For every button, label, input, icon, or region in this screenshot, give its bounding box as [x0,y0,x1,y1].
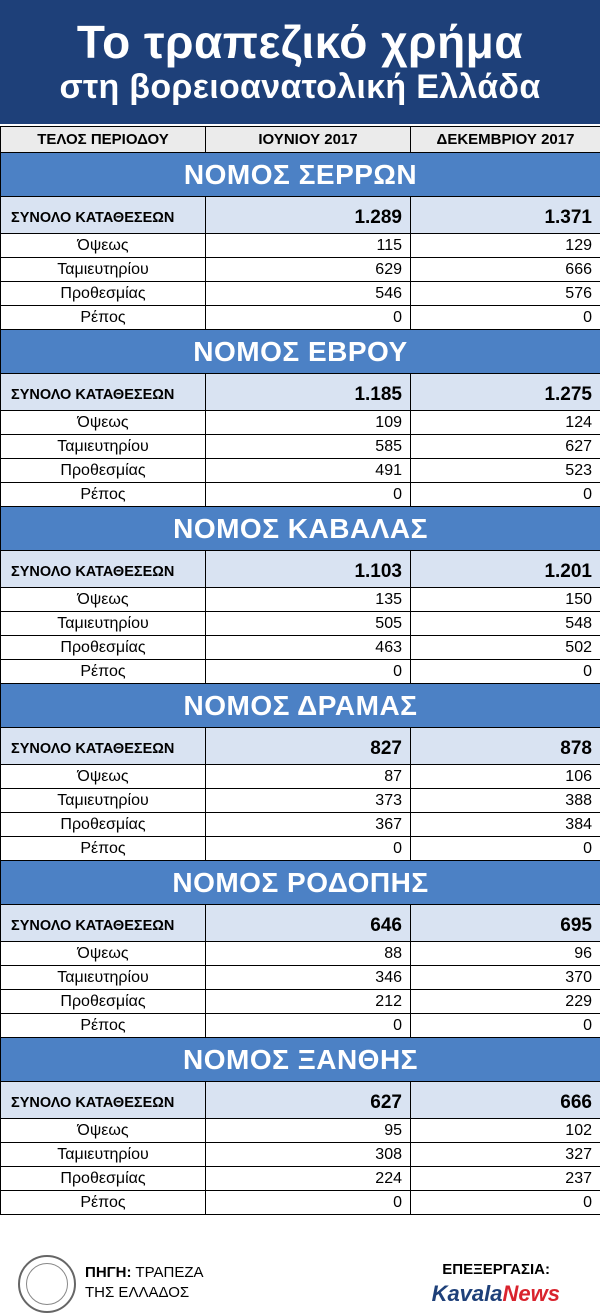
footer [0,1247,600,1313]
region-name: ΝΟΜΟΣ ΕΒΡΟΥ [1,330,600,374]
total-december: 695 [411,905,600,942]
repos-december: 0 [411,660,600,684]
prothesmias-december: 576 [411,282,600,306]
row-opseos [1,1119,600,1143]
row-repos [1,660,600,684]
row-repos [1,483,600,507]
repos-label: Ρέπος [1,660,206,684]
row-prothesmias [1,459,600,483]
repos-december: 0 [411,483,600,507]
row-opseos [1,765,600,789]
opseos-june: 115 [206,234,411,258]
total-june: 827 [206,728,411,765]
total-deposits-row [1,551,600,588]
total-label: ΣΥΝΟΛΟ ΚΑΤΑΘΕΣΕΩΝ [1,1082,206,1119]
prothesmias-june: 463 [206,636,411,660]
row-repos [1,837,600,861]
row-prothesmias [1,636,600,660]
prothesmias-label: Προθεσμίας [1,813,206,837]
tamieftiriou-december: 627 [411,435,600,459]
tamieftiriou-december: 327 [411,1143,600,1167]
region-header [1,507,600,551]
tamieftiriou-label: Ταμιευτηρίου [1,612,206,636]
row-tamieftiriou [1,612,600,636]
tamieftiriou-june: 585 [206,435,411,459]
opseos-june: 87 [206,765,411,789]
row-prothesmias [1,282,600,306]
header-december-2017: ΔΕΚΕΜΒΡΙΟΥ 2017 [411,127,600,153]
row-opseos [1,942,600,966]
prothesmias-label: Προθεσμίας [1,282,206,306]
opseos-label: Όψεως [1,588,206,612]
repos-label: Ρέπος [1,837,206,861]
tamieftiriou-june: 346 [206,966,411,990]
region-header [1,861,600,905]
total-june: 1.103 [206,551,411,588]
row-tamieftiriou [1,258,600,282]
repos-june: 0 [206,1191,411,1215]
tamieftiriou-label: Ταμιευτηρίου [1,966,206,990]
total-label: ΣΥΝΟΛΟ ΚΑΤΑΘΕΣΕΩΝ [1,197,206,234]
repos-december: 0 [411,837,600,861]
total-deposits-row [1,1082,600,1119]
tamieftiriou-june: 505 [206,612,411,636]
row-repos [1,306,600,330]
prothesmias-label: Προθεσμίας [1,636,206,660]
tamieftiriou-december: 548 [411,612,600,636]
row-tamieftiriou [1,966,600,990]
repos-december: 0 [411,1014,600,1038]
opseos-label: Όψεως [1,765,206,789]
prothesmias-june: 212 [206,990,411,1014]
row-tamieftiriou [1,1143,600,1167]
opseos-december: 106 [411,765,600,789]
total-deposits-row [1,728,600,765]
tamieftiriou-label: Ταμιευτηρίου [1,789,206,813]
tamieftiriou-june: 629 [206,258,411,282]
row-repos [1,1014,600,1038]
total-label: ΣΥΝΟΛΟ ΚΑΤΑΘΕΣΕΩΝ [1,905,206,942]
prothesmias-december: 384 [411,813,600,837]
total-label: ΣΥΝΟΛΟ ΚΑΤΑΘΕΣΕΩΝ [1,728,206,765]
region-name: ΝΟΜΟΣ ΞΑΝΘΗΣ [1,1038,600,1082]
header-june-2017: ΙΟΥΝΙΟΥ 2017 [206,127,411,153]
total-june: 1.289 [206,197,411,234]
tamieftiriou-december: 666 [411,258,600,282]
repos-label: Ρέπος [1,1014,206,1038]
tamieftiriou-label: Ταμιευτηρίου [1,435,206,459]
title-line-1: Το τραπεζικό χρήμα [76,16,524,68]
opseos-june: 135 [206,588,411,612]
total-june: 646 [206,905,411,942]
total-december: 1.275 [411,374,600,411]
row-prothesmias [1,1167,600,1191]
source-line-1: ΤΡΑΠΕΖΑ [135,1264,204,1281]
repos-june: 0 [206,1014,411,1038]
opseos-label: Όψεως [1,234,206,258]
row-prothesmias [1,990,600,1014]
total-december: 666 [411,1082,600,1119]
row-repos [1,1191,600,1215]
kavalanews-logo: KavalaNews [431,1281,560,1306]
total-december: 1.201 [411,551,600,588]
region-name: ΝΟΜΟΣ ΔΡΑΜΑΣ [1,684,600,728]
repos-june: 0 [206,483,411,507]
total-june: 1.185 [206,374,411,411]
repos-june: 0 [206,837,411,861]
total-label: ΣΥΝΟΛΟ ΚΑΤΑΘΕΣΕΩΝ [1,374,206,411]
prothesmias-label: Προθεσμίας [1,459,206,483]
total-december: 878 [411,728,600,765]
prothesmias-june: 367 [206,813,411,837]
prothesmias-label: Προθεσμίας [1,1167,206,1191]
region-header [1,330,600,374]
region-header [1,684,600,728]
repos-label: Ρέπος [1,1191,206,1215]
prothesmias-label: Προθεσμίας [1,990,206,1014]
total-june: 627 [206,1082,411,1119]
repos-december: 0 [411,1191,600,1215]
table-header-row [1,127,600,153]
source-credit [85,1263,204,1303]
tamieftiriou-label: Ταμιευτηρίου [1,258,206,282]
prothesmias-december: 523 [411,459,600,483]
opseos-december: 129 [411,234,600,258]
tamieftiriou-june: 308 [206,1143,411,1167]
tamieftiriou-december: 370 [411,966,600,990]
region-name: ΝΟΜΟΣ ΡΟΔΟΠΗΣ [1,861,600,905]
prothesmias-june: 546 [206,282,411,306]
title-banner [0,0,600,124]
opseos-label: Όψεως [1,942,206,966]
total-label: ΣΥΝΟΛΟ ΚΑΤΑΘΕΣΕΩΝ [1,551,206,588]
total-december: 1.371 [411,197,600,234]
source-line-2: ΤΗΣ ΕΛΛΑΔΟΣ [85,1284,190,1301]
tamieftiriou-june: 373 [206,789,411,813]
repos-june: 0 [206,660,411,684]
tamieftiriou-december: 388 [411,789,600,813]
total-deposits-row [1,374,600,411]
repos-december: 0 [411,306,600,330]
region-name: ΝΟΜΟΣ ΣΕΡΡΩΝ [1,153,600,197]
opseos-june: 95 [206,1119,411,1143]
opseos-december: 150 [411,588,600,612]
opseos-label: Όψεως [1,411,206,435]
row-tamieftiriou [1,435,600,459]
opseos-december: 96 [411,942,600,966]
title-line-2: στη βορειοανατολική Ελλάδα [59,68,541,106]
row-opseos [1,588,600,612]
opseos-june: 88 [206,942,411,966]
repos-label: Ρέπος [1,306,206,330]
deposits-table [0,126,600,1215]
region-header [1,1038,600,1082]
prothesmias-december: 229 [411,990,600,1014]
prothesmias-december: 502 [411,636,600,660]
region-name: ΝΟΜΟΣ ΚΑΒΑΛΑΣ [1,507,600,551]
total-deposits-row [1,197,600,234]
total-deposits-row [1,905,600,942]
opseos-december: 102 [411,1119,600,1143]
prothesmias-june: 491 [206,459,411,483]
header-period: ΤΕΛΟΣ ΠΕΡΙΟΔΟΥ [1,127,206,153]
opseos-label: Όψεως [1,1119,206,1143]
bank-of-greece-seal [18,1255,76,1313]
tamieftiriou-label: Ταμιευτηρίου [1,1143,206,1167]
row-opseos [1,234,600,258]
row-prothesmias [1,813,600,837]
region-header [1,153,600,197]
opseos-december: 124 [411,411,600,435]
repos-june: 0 [206,306,411,330]
repos-label: Ρέπος [1,483,206,507]
opseos-june: 109 [206,411,411,435]
source-label: ΠΗΓΗ: [85,1264,132,1281]
row-tamieftiriou [1,789,600,813]
prothesmias-december: 237 [411,1167,600,1191]
processing-label: ΕΠΕΞΕΡΓΑΣΙΑ: [442,1261,550,1278]
row-opseos [1,411,600,435]
prothesmias-june: 224 [206,1167,411,1191]
